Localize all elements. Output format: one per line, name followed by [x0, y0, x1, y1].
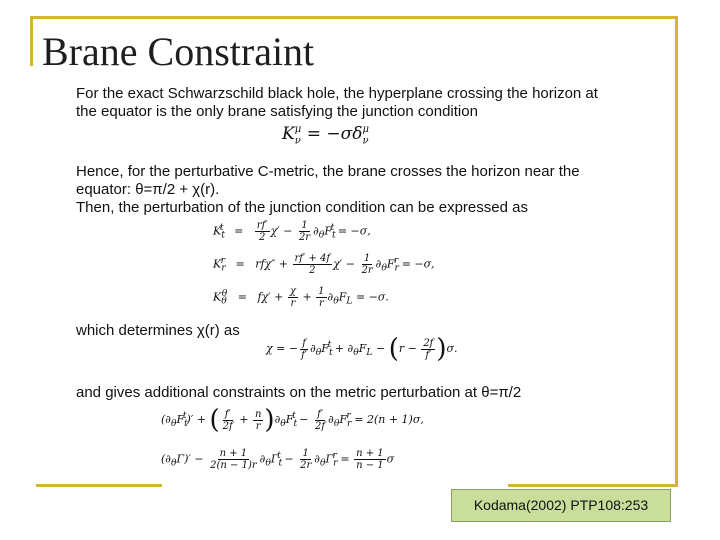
bottom-left-line	[36, 484, 162, 487]
citation-box: Kodama(2002) PTP108:253	[451, 489, 671, 522]
then-text: Then, the perturbation of the junction condition can be expressed as	[76, 199, 528, 216]
constraint-equation-2: $(\partial_\theta\Gamma)'$ − $\frac{n + 1}{2(n - 1)r}$ $\partial_\theta\Gamma_t^t$ − $\frac{1}{2r}$ $\partial_\theta\Gamma_r^r$ = $\frac{n + 1}{n - 1}$ σ	[161, 448, 395, 471]
slide-title: Brane Constraint	[42, 29, 315, 74]
constraints-text: and gives additional constraints on the metric perturbation at θ=π/2	[76, 384, 522, 401]
hence-text-line-1: Hence, for the perturbative C-metric, the brane crosses the horizon near the	[76, 163, 580, 180]
perturbation-equation-theta: $K_\theta^\theta = f\chi'$ + $\frac{\chi}{r}$ + $\frac{1}{r}$ $\partial_\theta F_L = -\sigma$.	[213, 286, 389, 309]
top-border-line	[30, 16, 678, 19]
hence-text-line-2: equator: θ=π/2 + χ(r).	[76, 181, 220, 198]
perturbation-equation-r: $K_r^r = rf\chi''$ + $\frac{rf' + 4f}{2}$ χ′ − $\frac{1}{2r}$ $\partial_\theta F_r^r = -\sigma$,	[213, 253, 435, 276]
determines-text: which determines χ(r) as	[76, 322, 240, 339]
intro-text-line-1: For the exact Schwarzschild black hole, the hyperplane crossing the horizon at	[76, 85, 598, 102]
right-border-line	[675, 16, 678, 486]
left-border-line	[30, 16, 33, 66]
perturbation-equation-t: $K_t^t$ = $\frac{rf'}{2}$ χ′ − $\frac{1}{2r}$ $\partial_\theta F_t^t = -\sigma$,	[213, 220, 371, 243]
intro-text-line-2: the equator is the only brane satisfying the junction condition	[76, 103, 478, 120]
bottom-right-line	[508, 484, 678, 487]
constraint-equation-1: $(\partial_\theta F_t^t)'$ + ( $\frac{f'}{2f}$ + $\frac{n}{r}$ )$\partial_\theta F_t^t$ − $\frac{f'}{2f}$ $\partial_\theta F_r^r = 2(n + 1)\sigma$,	[161, 405, 424, 435]
chi-equation: χ = − $\frac{f}{f'}$ $\partial_\theta F_t^t + \partial_\theta F_L - (r$ − $\frac{2f}{f'}$ )σ.	[266, 334, 458, 364]
junction-equation: $K_\nu^\mu = -\sigma\delta_\nu^\mu$	[282, 124, 370, 147]
